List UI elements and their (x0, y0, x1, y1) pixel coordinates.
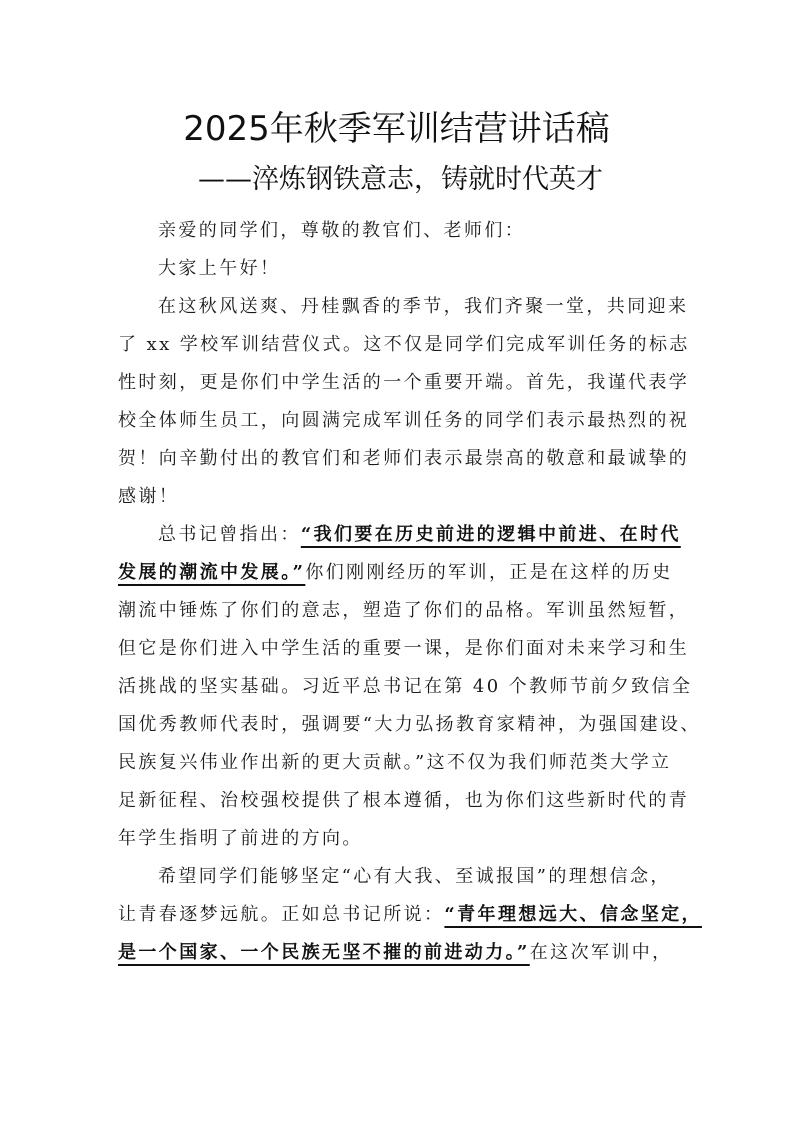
emphasized-quote: “青年理想远大、信念坚定， (444, 904, 702, 925)
paragraph-2-line: 活挑战的坚实基础。习近平总书记在第 40 个教师节前夕致信全 (118, 676, 693, 697)
document-subtitle: ——淬炼钢铁意志，铸就时代英才 (198, 164, 603, 195)
document-body (118, 212, 702, 972)
body-text: 让青春逐梦远航。正如总书记所说： (118, 904, 445, 925)
paragraph-1-line: 贺！向辛勤付出的教官们和老师们表示最崇高的敬意和最诚挚的 (118, 448, 690, 469)
emphasized-quote: 发展的潮流中发展。” (118, 562, 306, 583)
paragraph-1-line: 校全体师生员工，向圆满完成军训任务的同学们表示最热烈的祝 (118, 410, 690, 431)
paragraph-3-line: 希望同学们能够坚定“心有大我、至诚报国”的理想信念， (158, 866, 671, 887)
paragraph-1-line: 了 xx 学校军训结营仪式。这不仅是同学们完成军训任务的标志 (118, 334, 690, 355)
body-text: 你们刚刚经历的军训，正是在这样的历史 (305, 562, 673, 583)
paragraph-2-line: 国优秀教师代表时，强调要“大力弘扬教育家精神，为强国建设、 (118, 714, 701, 735)
emphasized-quote: “我们要在历史前进的逻辑中前进、在时代 (300, 524, 681, 545)
paragraph-1-line: 在这秋风送爽、丹桂飘香的季节，我们齐聚一堂，共同迎来 (158, 296, 689, 317)
emphasized-quote: 是一个国家、一个民族无坚不摧的前进动力。” (118, 942, 530, 963)
quote-intro: 总书记曾指出： (158, 524, 301, 545)
paragraph-1-line: 性时刻，更是你们中学生活的一个重要开端。首先，我谨代表学 (118, 372, 690, 393)
paragraph-1-line: 感谢！ (118, 486, 180, 507)
salutation: 亲爱的同学们，尊敬的教官们、老师们： (158, 220, 526, 241)
paragraph-2-line: 年学生指明了前进的方向。 (118, 828, 363, 849)
paragraph-3-line (118, 934, 678, 972)
paragraph-2-line (118, 516, 681, 554)
paragraph-2-line: 民族复兴伟业作出新的更大贡献。”这不仅为我们师范类大学立 (118, 752, 672, 773)
paragraph-2-line: 但它是你们进入中学生活的重要一课，是你们面对未来学习和生 (118, 638, 690, 659)
paragraph-3-line (118, 896, 702, 934)
document-title: 2025年秋季军训结营讲话稿 (183, 109, 610, 149)
paragraph-2-line: 足新征程、治校强校提供了根本遵循，也为你们这些新时代的青 (118, 790, 690, 811)
paragraph-2-line (118, 554, 678, 592)
body-text: 在这次军训中， (529, 942, 673, 963)
paragraph-2-line: 潮流中锤炼了你们的意志，塑造了你们的品格。军训虽然短暂， (118, 600, 690, 621)
greeting: 大家上午好！ (158, 258, 281, 279)
